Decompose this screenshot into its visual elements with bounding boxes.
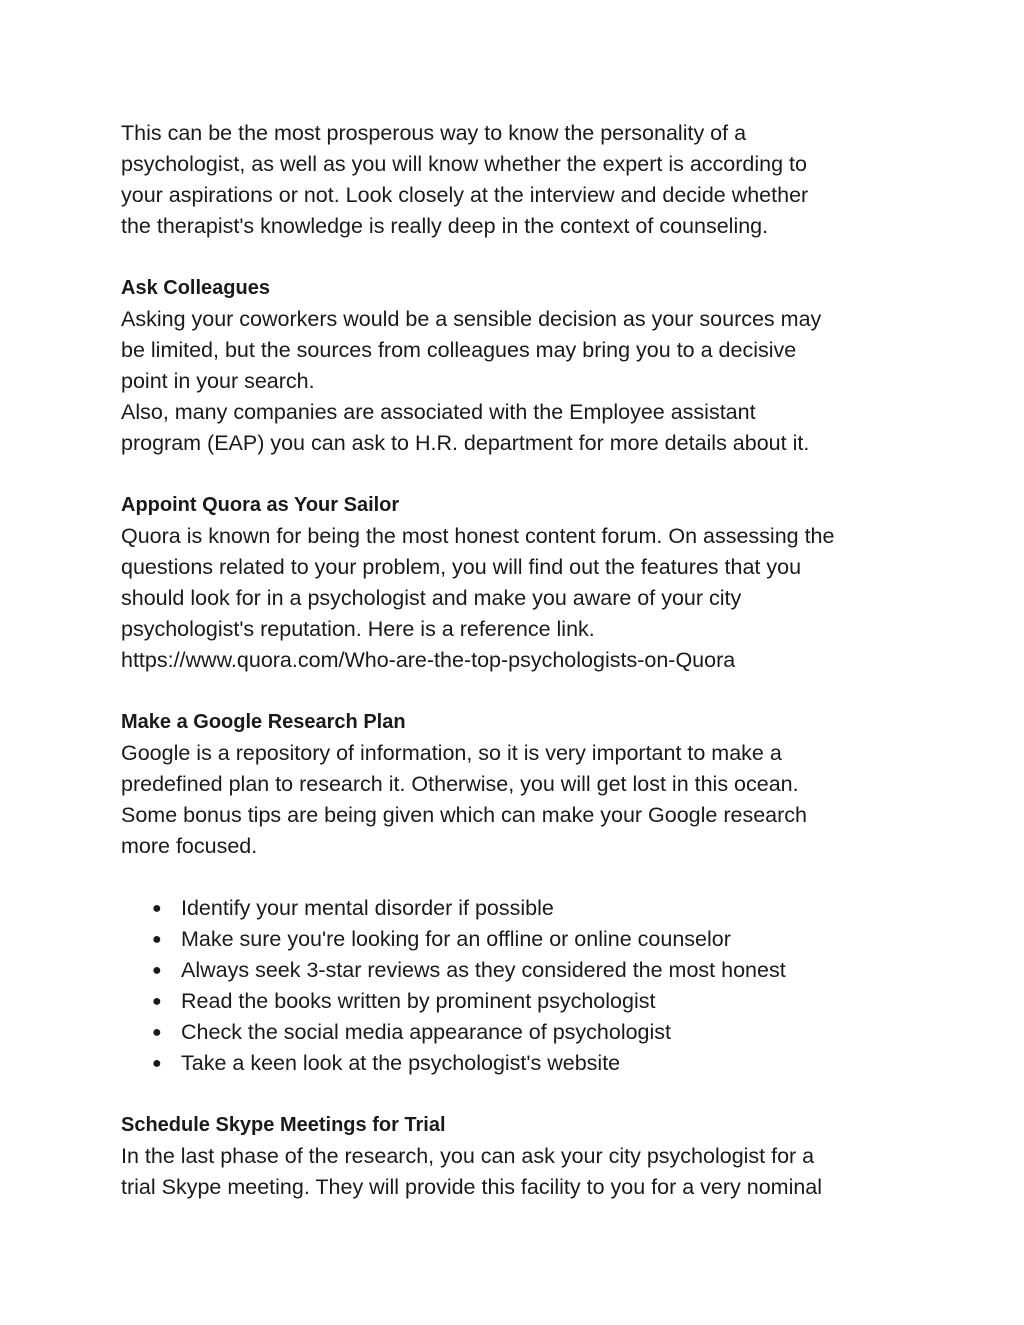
list-item <box>121 924 921 955</box>
list-item-text: Make sure you're looking for an offline or online counselor <box>181 927 731 951</box>
spacer <box>121 242 921 273</box>
text-line: Asking your coworkers would be a sensible decision as your sources may <box>121 307 822 331</box>
spacer <box>121 1079 921 1110</box>
text-line: be limited, but the sources from colleagues may bring you to a decisive <box>121 338 797 362</box>
text-line: your aspirations or not. Look closely at the interview and decide whether <box>121 183 809 207</box>
list-item-text: Always seek 3-star reviews as they considered the most honest <box>181 958 786 982</box>
bullet-icon: ● <box>152 931 162 948</box>
section-heading: Schedule Skype Meetings for Trial <box>121 1114 446 1136</box>
bullet-icon: ● <box>152 1024 162 1041</box>
text-line: In the last phase of the research, you can ask your city psychologist for a <box>121 1144 815 1168</box>
list-item <box>121 893 921 924</box>
list-item-text: Check the social media appearance of psychologist <box>181 1020 672 1044</box>
list-item <box>121 986 921 1017</box>
spacer <box>121 862 921 893</box>
bullet-icon: ● <box>152 1055 162 1072</box>
section-google-research-plan <box>121 707 921 1079</box>
text-line: questions related to your problem, you will find out the features that you <box>121 555 802 579</box>
bullet-icon: ● <box>152 993 162 1010</box>
bullet-list <box>121 893 921 1079</box>
section-schedule-skype <box>121 1110 921 1203</box>
list-item <box>121 955 921 986</box>
text-line: should look for in a psychologist and make you aware of your city <box>121 586 742 610</box>
section-heading: Appoint Quora as Your Sailor <box>121 494 400 516</box>
text-line: trial Skype meeting. They will provide this facility to you for a very nominal <box>121 1175 823 1199</box>
text-line: This can be the most prosperous way to know the personality of a <box>121 121 747 145</box>
section-heading: Ask Colleagues <box>121 277 270 299</box>
text-line: psychologist, as well as you will know whether the expert is according to <box>121 152 807 176</box>
list-item <box>121 1017 921 1048</box>
reference-link-text: https://www.quora.com/Who-are-the-top-psychologists-on-Quora <box>121 648 736 672</box>
list-item <box>121 1048 921 1079</box>
text-line: Google is a repository of information, so it is very important to make a <box>121 741 782 765</box>
section-appoint-quora <box>121 490 921 676</box>
list-item-text: Read the books written by prominent psychologist <box>181 989 656 1013</box>
spacer <box>121 459 921 490</box>
list-item-text: Take a keen look at the psychologist's website <box>181 1051 621 1075</box>
text-line: Also, many companies are associated with the Employee assistant <box>121 400 756 424</box>
text-line: program (EAP) you can ask to H.R. department for more details about it. <box>121 431 810 455</box>
document-page <box>121 118 921 1203</box>
text-line: the therapist's knowledge is really deep in the context of counseling. <box>121 214 769 238</box>
section-ask-colleagues <box>121 273 921 459</box>
intro-paragraph <box>121 118 921 242</box>
text-line: Quora is known for being the most honest content forum. On assessing the <box>121 524 835 548</box>
bullet-icon: ● <box>152 900 162 917</box>
text-line: Some bonus tips are being given which can make your Google research <box>121 803 807 827</box>
text-line: point in your search. <box>121 369 315 393</box>
text-line: predefined plan to research it. Otherwise, you will get lost in this ocean. <box>121 772 799 796</box>
text-line: psychologist's reputation. Here is a reference link. <box>121 617 595 641</box>
text-line: more focused. <box>121 834 258 858</box>
section-heading: Make a Google Research Plan <box>121 711 406 733</box>
spacer <box>121 676 921 707</box>
list-item-text: Identify your mental disorder if possible <box>181 896 554 920</box>
bullet-icon: ● <box>152 962 162 979</box>
